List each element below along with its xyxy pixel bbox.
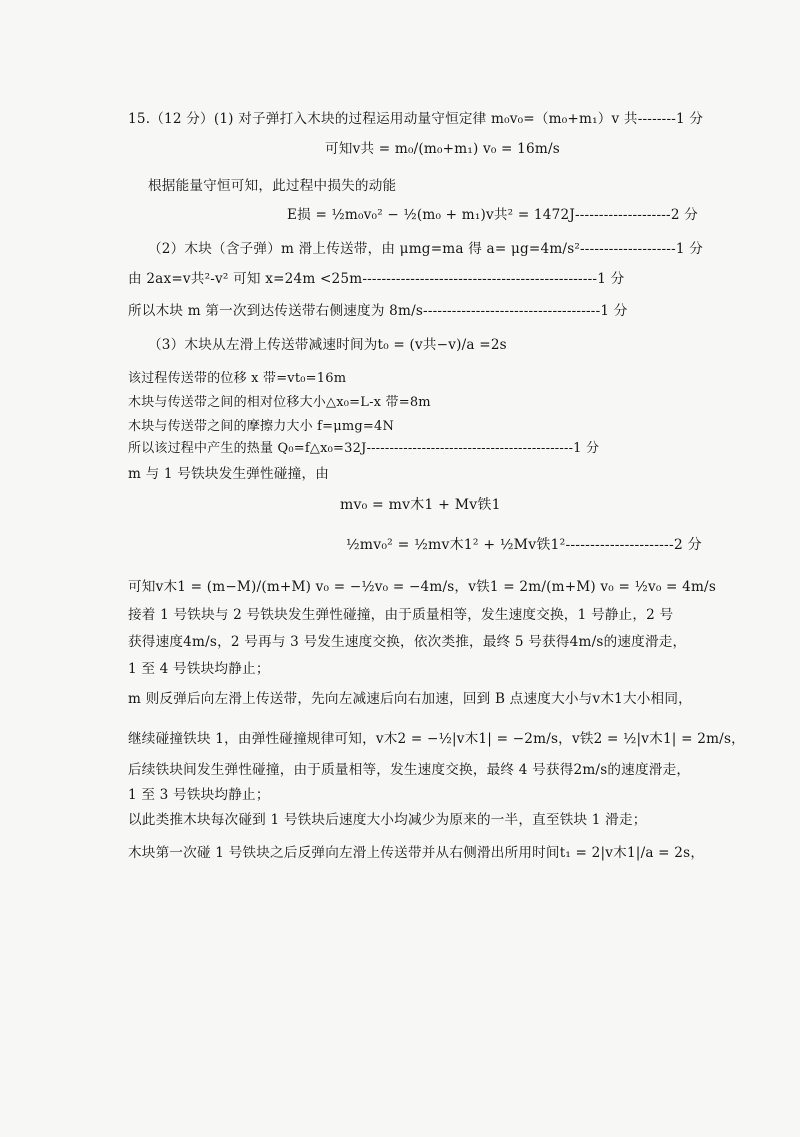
line-4: E损 = ½m₀v₀² − ½(m₀ + m₁)v共² = 1472J--------------------2 分 — [287, 207, 698, 223]
line-3: 根据能量守恒可知，此过程中损失的动能 — [148, 178, 397, 194]
line-2: 可知v共 = m₀/(m₀+m₁) v₀ = 16m/s — [325, 141, 560, 157]
line-16: 可知v木1 = (m−M)/(m+M) v₀ = −½v₀ = −4m/s，v铁1 = 2m/(m+M) v₀ = ½v₀ = 4m/s — [128, 579, 717, 595]
line-8: （3）木块从左滑上传送带减速时间为t₀ = (v共−v)/a =2s — [148, 337, 507, 353]
line-21: 继续碰撞铁块 1，由弹性碰撞规律可知，v木2 = −½|v木1| = −2m/s，v铁2 = ½|v木1| = 2m/s， — [128, 731, 745, 747]
line-18: 获得速度4m/s，2 号再与 3 号发生速度交换，依次类推，最终 5 号获得4m/s的速度滑走， — [128, 634, 687, 650]
line-1: 15.（12 分）(1) 对子弹打入木块的过程运用动量守恒定律 m₀v₀=（m₀+m₁）v 共--------1 分 — [128, 111, 704, 127]
line-23: 1 至 3 号铁块均静止； — [128, 787, 270, 803]
line-13: m 与 1 号铁块发生弹性碰撞，由 — [128, 466, 330, 482]
line-12: 所以该过程中产生的热量 Q₀=f△x₀=32J---------------------------------------------1 分 — [128, 441, 600, 456]
line-19: 1 至 4 号铁块均静止； — [128, 661, 270, 677]
line-22: 后续铁块间发生弹性碰撞，由于质量相等，发生速度交换，最终 4 号获得2m/s的速度滑走， — [128, 762, 691, 778]
line-5: （2）木块（含子弹）m 滑上传送带，由 μmg=ma 得 a= μg=4m/s²--------------------1 分 — [148, 241, 704, 257]
line-15: ½mv₀² = ½mv木1² + ½Mv铁1²----------------------2 分 — [346, 537, 702, 553]
line-6: 由 2ax=v共²-v² 可知 x=24m <25m-------------------------------------------------1 分 — [128, 271, 625, 287]
line-10: 木块与传送带之间的相对位移大小△x₀=L-x 带=8m — [128, 395, 431, 410]
line-11: 木块与传送带之间的摩擦力大小 f=μmg=4N — [128, 419, 395, 434]
line-9: 该过程传送带的位移 x 带=vt₀=16m — [128, 371, 347, 386]
line-7: 所以木块 m 第一次到达传送带右侧速度为 8m/s-------------------------------------1 分 — [128, 303, 628, 319]
line-24: 以此类推木块每次碰到 1 号铁块后速度大小均减少为原来的一半，直至铁块 1 滑走； — [128, 812, 647, 828]
line-14: mv₀ = mv木1 + Mv铁1 — [340, 497, 501, 513]
line-25: 木块第一次碰 1 号铁块之后反弹向左滑上传送带并从右侧滑出所用时间t₁ = 2|v木1|/a = 2s， — [128, 845, 705, 861]
line-20: m 则反弹后向左滑上传送带，先向左减速后向右加速，回到 B 点速度大小与v木1大小相同， — [128, 691, 692, 707]
line-17: 接着 1 号铁块与 2 号铁块发生弹性碰撞，由于质量相等，发生速度交换，1 号静止，2 号 — [128, 607, 674, 623]
